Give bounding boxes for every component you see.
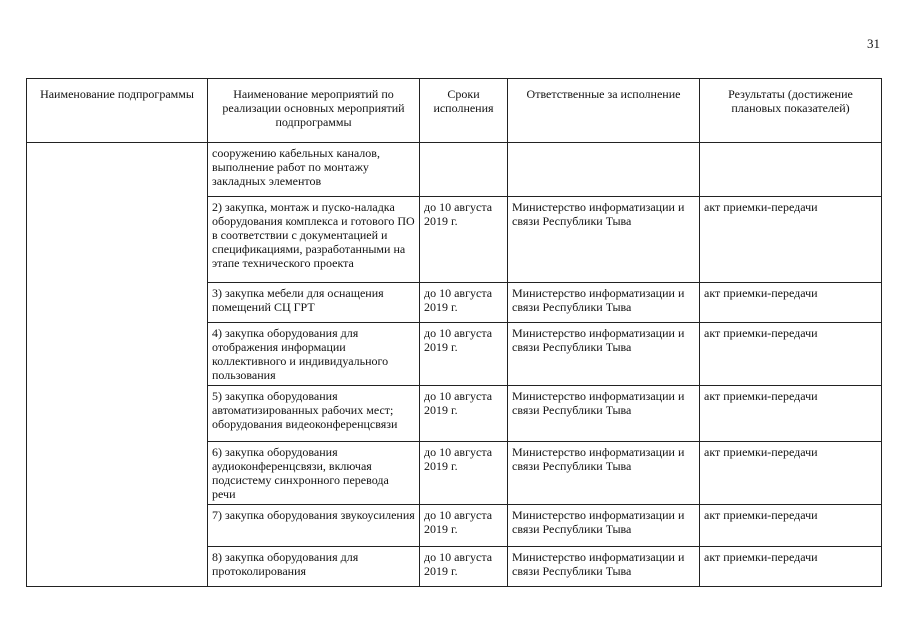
result-cell: акт приемки-передачи: [700, 323, 882, 386]
responsible-cell: Министерство информатизации и связи Республики Тыва: [508, 505, 700, 547]
measure-cell: 6) закупка оборудования аудиоконференцсвязи, включая подсистему синхронного перевода речи: [208, 442, 420, 505]
page-number: 31: [867, 36, 880, 51]
deadline-cell: до 10 августа 2019 г.: [420, 386, 508, 442]
measure-cell: 4) закупка оборудования для отображения информации коллективного и индивидуального пользования: [208, 323, 420, 386]
responsible-cell: [508, 143, 700, 197]
subprogram-cell: [27, 143, 208, 587]
table-header-row: [27, 79, 882, 143]
measure-cell: 8) закупка оборудования для протоколирования: [208, 547, 420, 587]
result-cell: акт приемки-передачи: [700, 386, 882, 442]
deadline-cell: до 10 августа 2019 г.: [420, 505, 508, 547]
table-row: [27, 143, 882, 197]
responsible-cell: Министерство информатизации и связи Республики Тыва: [508, 386, 700, 442]
header-measures: Наименование мероприятий по реализации основных мероприятий подпрограммы: [208, 79, 420, 143]
result-cell: [700, 143, 882, 197]
result-cell: акт приемки-передачи: [700, 505, 882, 547]
result-cell: акт приемки-передачи: [700, 283, 882, 323]
deadline-cell: [420, 143, 508, 197]
responsible-cell: Министерство информатизации и связи Республики Тыва: [508, 197, 700, 283]
deadline-cell: до 10 августа 2019 г.: [420, 283, 508, 323]
responsible-cell: Министерство информатизации и связи Республики Тыва: [508, 547, 700, 587]
responsible-cell: Министерство информатизации и связи Республики Тыва: [508, 283, 700, 323]
measure-cell: 3) закупка мебели для оснащения помещений СЦ ГРТ: [208, 283, 420, 323]
header-deadlines: Сроки исполнения: [420, 79, 508, 143]
measure-cell: 2) закупка, монтаж и пуско-наладка оборудования комплекса и готового ПО в соответствии с документацией и спецификациями, разработанными на этапе технического проекта: [208, 197, 420, 283]
deadline-cell: до 10 августа 2019 г.: [420, 547, 508, 587]
measures-table: [26, 78, 882, 587]
responsible-cell: Министерство информатизации и связи Республики Тыва: [508, 323, 700, 386]
result-cell: акт приемки-передачи: [700, 442, 882, 505]
deadline-cell: до 10 августа 2019 г.: [420, 197, 508, 283]
header-responsible: Ответственные за исполнение: [508, 79, 700, 143]
measure-cell: сооружению кабельных каналов, выполнение работ по монтажу закладных элементов: [208, 143, 420, 197]
deadline-cell: до 10 августа 2019 г.: [420, 442, 508, 505]
responsible-cell: Министерство информатизации и связи Республики Тыва: [508, 442, 700, 505]
deadline-cell: до 10 августа 2019 г.: [420, 323, 508, 386]
measure-cell: 5) закупка оборудования автоматизированных рабочих мест; оборудования видеоконференцсвязи: [208, 386, 420, 442]
header-results: Результаты (достижение плановых показателей): [700, 79, 882, 143]
result-cell: акт приемки-передачи: [700, 197, 882, 283]
measure-cell: 7) закупка оборудования звукоусиления: [208, 505, 420, 547]
header-subprogram: Наименование подпрограммы: [27, 79, 208, 143]
result-cell: акт приемки-передачи: [700, 547, 882, 587]
